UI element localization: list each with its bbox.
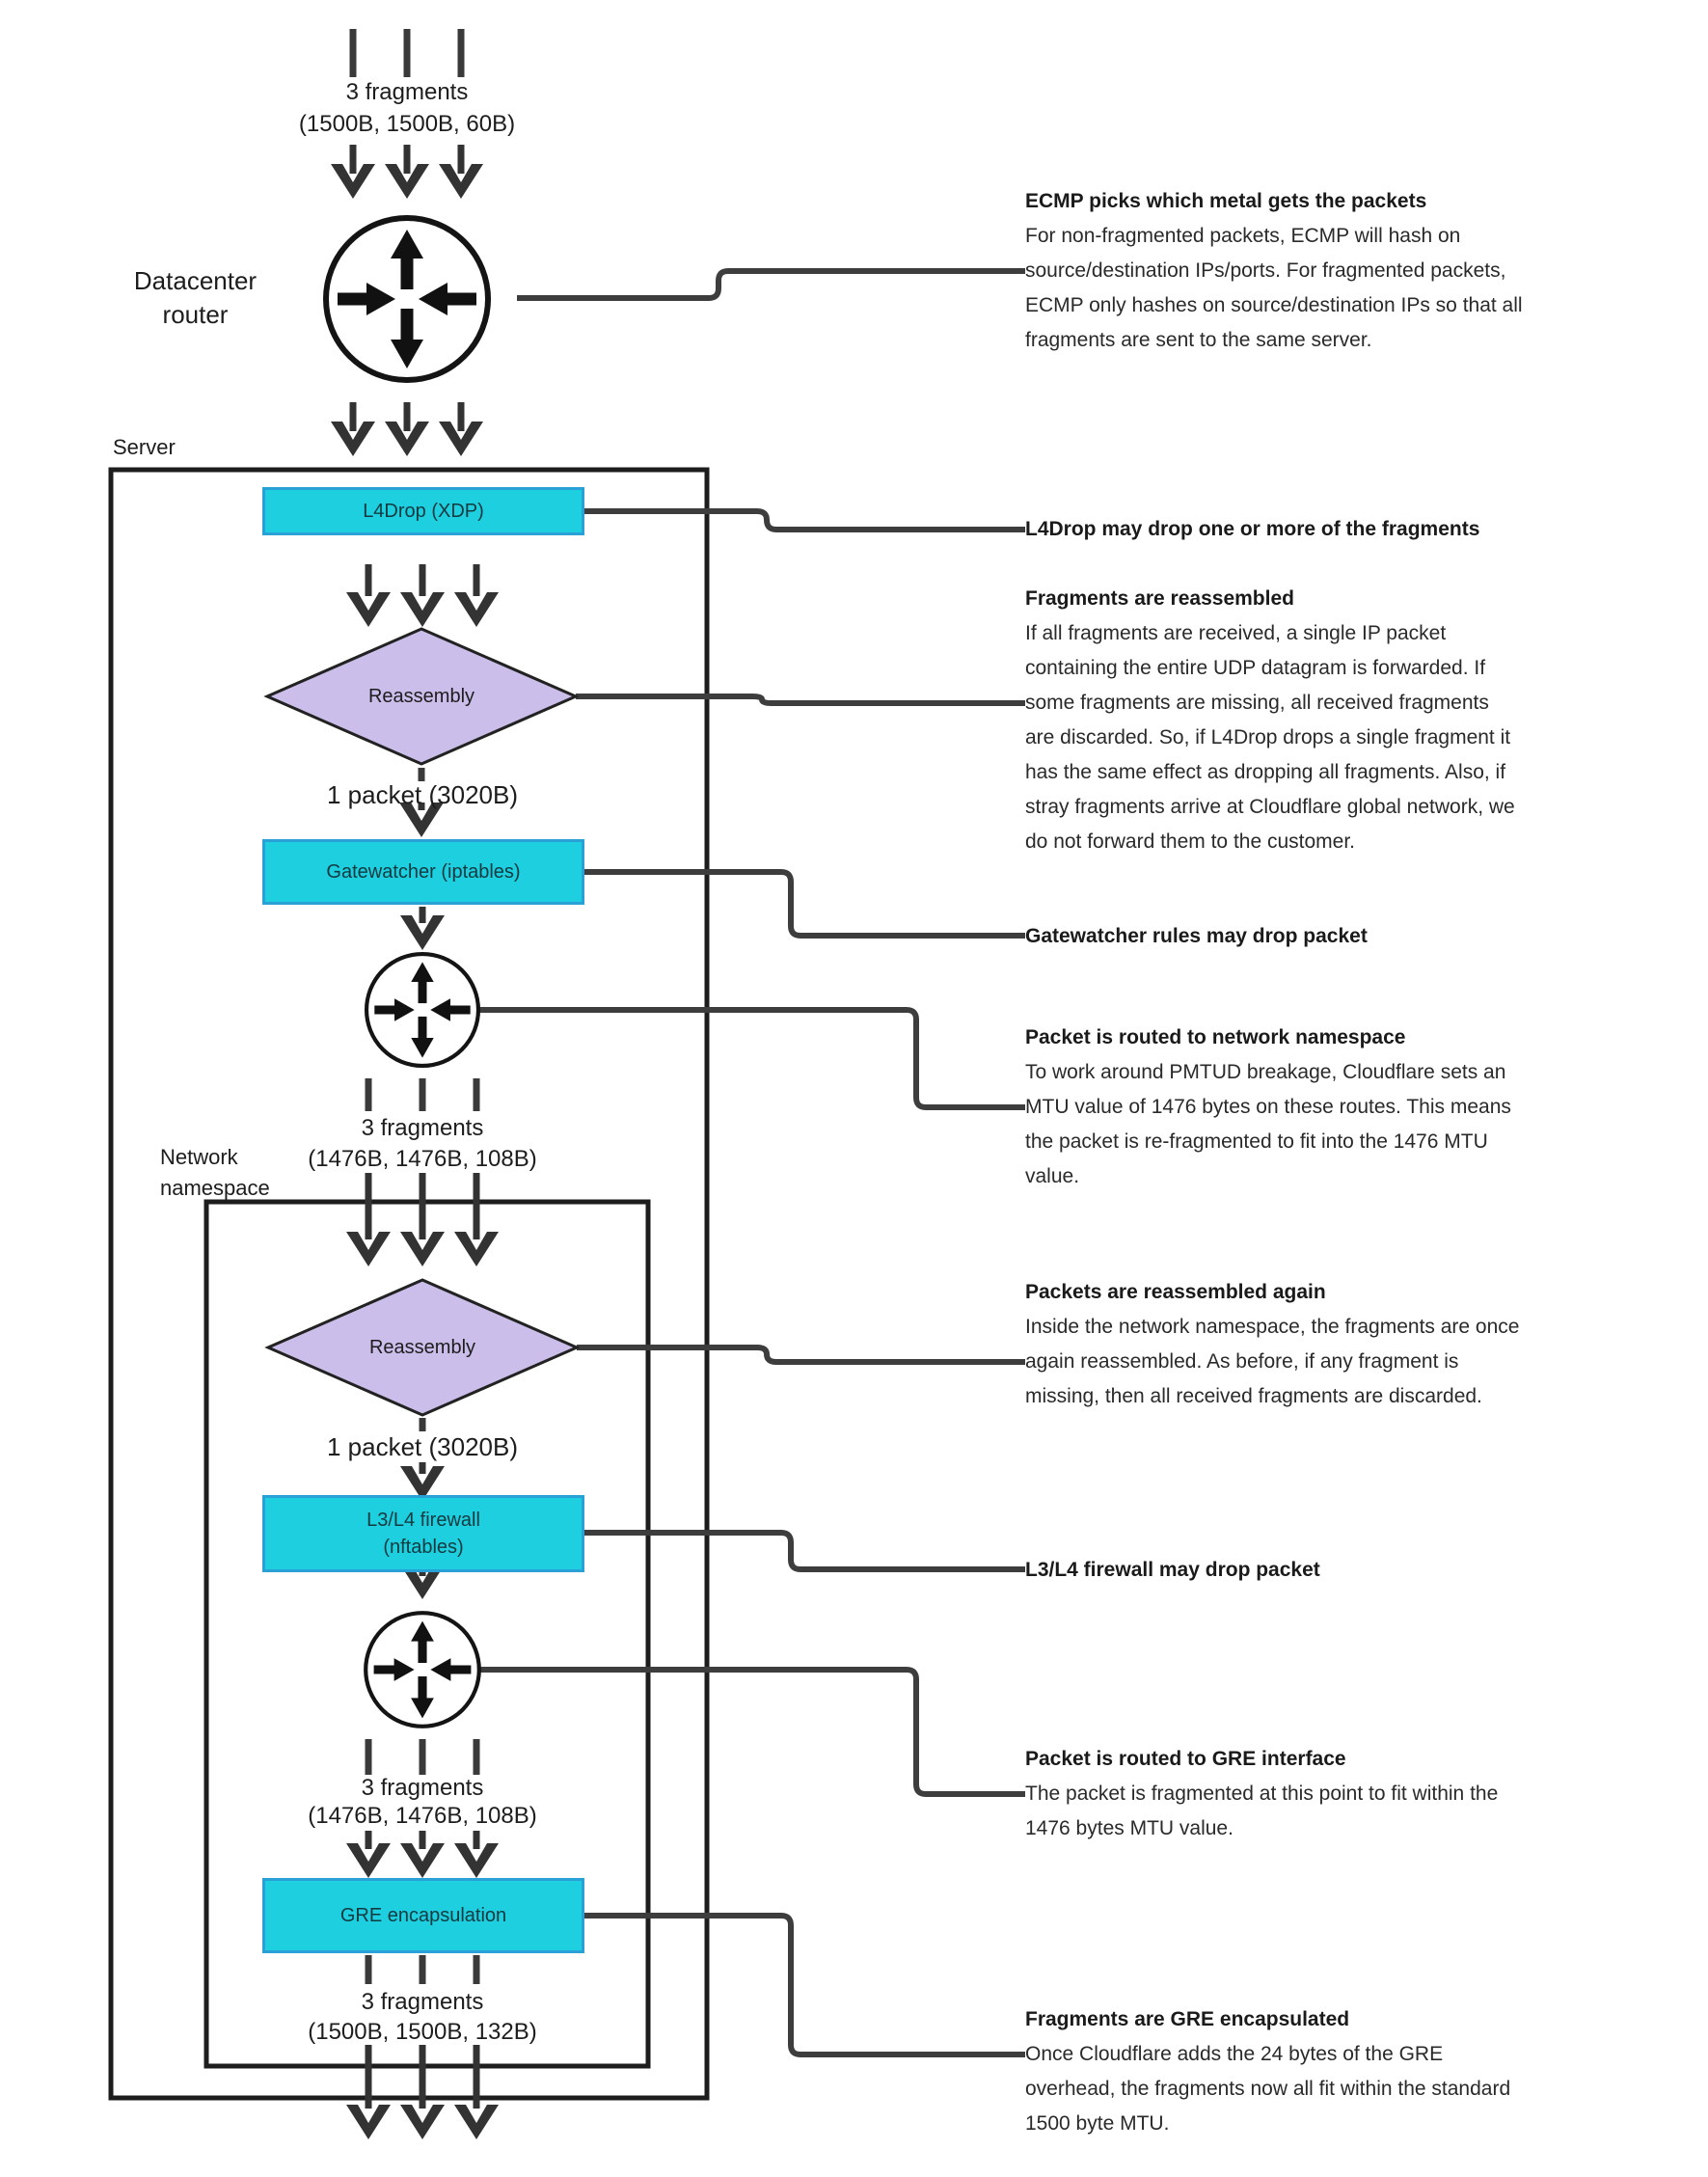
connector-ecmp	[517, 271, 1025, 298]
annotation-ecmp-line: ECMP only hashes on source/destination IPs so that all	[1025, 294, 1523, 316]
datacenter-router-icon	[326, 218, 488, 380]
annotation-route-namespace-line: To work around PMTUD breakage, Cloudflare sets an	[1025, 1061, 1506, 1083]
annotation-reassembled-again-line: again reassembled. As before, if any fragment is	[1025, 1350, 1459, 1373]
network-namespace-label-line-1: Network	[160, 1145, 238, 1169]
annotation-gre-encapsulated	[1025, 2002, 1662, 2141]
gatewatcher-box	[262, 839, 584, 905]
gre-box	[262, 1878, 584, 1953]
annotation-reassembled	[1025, 582, 1662, 859]
annotation-ecmp-line: source/destination IPs/ports. For fragmented packets,	[1025, 259, 1506, 282]
reassembly-2-label: Reassembly	[368, 1336, 476, 1358]
firewall-box-label-line-2: (nftables)	[383, 1537, 464, 1558]
annotation-ecmp-line: fragments are sent to the same server.	[1025, 329, 1372, 351]
output-fragment-ticks	[368, 1955, 476, 1984]
annotation-route-namespace-line: the packet is re-fragmented to fit into the 1476 MTU	[1025, 1130, 1488, 1153]
l4drop-box	[262, 487, 584, 535]
annotation-reassembled-title: Fragments are reassembled	[1025, 587, 1294, 610]
annotation-ecmp-line: For non-fragmented packets, ECMP will hash on	[1025, 225, 1461, 247]
network-namespace-label	[160, 1142, 270, 1204]
annotation-reassembled-line: has the same effect as dropping all fragments. Also, if	[1025, 761, 1506, 783]
annotation-gre-encapsulated-line: overhead, the fragments now all fit within the standard	[1025, 2078, 1511, 2100]
reassembly-1-label: Reassembly	[367, 685, 475, 707]
connector-firewall	[584, 1533, 1025, 1569]
ns-fragments-count: 3 fragments	[361, 1115, 484, 1141]
gre-fragments-count: 3 fragments	[361, 1775, 484, 1801]
server-label: Server	[113, 435, 176, 459]
annotation-firewall-title: L3/L4 firewall may drop packet	[1025, 1559, 1320, 1581]
annotation-route-gre-line: The packet is fragmented at this point to fit within the	[1025, 1782, 1499, 1805]
annotation-route-gre-title: Packet is routed to GRE interface	[1025, 1748, 1346, 1770]
annotation-ecmp	[1025, 184, 1662, 358]
connector-gre	[584, 1916, 1025, 2055]
input-fragments-count: 3 fragments	[345, 79, 469, 105]
annotation-reassembled-line: If all fragments are received, a single IP packet	[1025, 622, 1447, 644]
annotation-reassembled-again-title: Packets are reassembled again	[1025, 1281, 1326, 1303]
annotation-route-gre	[1025, 1742, 1662, 1846]
connector-reassembly-1	[576, 696, 1025, 703]
connector-gatewatcher	[584, 872, 1025, 936]
arrows-into-router	[331, 145, 483, 199]
arrows-into-server	[331, 402, 483, 456]
arrow-gatewatcher-to-router	[400, 907, 445, 950]
datacenter-router-label	[92, 264, 299, 332]
annotation-firewall	[1025, 1553, 1662, 1588]
arrows-into-gre	[346, 1831, 499, 1878]
ns-fragment-ticks	[368, 1078, 476, 1111]
annotation-reassembled-again	[1025, 1275, 1662, 1414]
annotation-gatewatcher-title: Gatewatcher rules may drop packet	[1025, 925, 1368, 947]
namespace-router-icon	[366, 1613, 479, 1727]
annotation-reassembled-line: do not forward them to the customer.	[1025, 830, 1356, 853]
datacenter-router-label-line-2: router	[162, 300, 229, 329]
annotation-reassembled-line: containing the entire UDP datagram is forwarded. If	[1025, 657, 1486, 679]
output-fragments-count: 3 fragments	[361, 1989, 484, 2015]
packet-2-label: 1 packet (3020B)	[326, 1431, 518, 1461]
gatewatcher-box-label: Gatewatcher (iptables)	[326, 861, 521, 883]
packet-1-label: 1 packet (3020B)	[326, 779, 518, 809]
server-router-icon	[366, 954, 478, 1066]
connector-reassembly-2	[577, 1347, 1025, 1362]
annotation-reassembled-again-line: missing, then all received fragments are discarded.	[1025, 1385, 1482, 1407]
network-namespace-label-line-2: namespace	[160, 1176, 270, 1200]
arrows-into-namespace	[346, 1173, 499, 1266]
annotation-route-gre-line: 1476 bytes MTU value.	[1025, 1817, 1234, 1839]
annotation-route-namespace-line: value.	[1025, 1165, 1080, 1187]
annotation-gre-encapsulated-title: Fragments are GRE encapsulated	[1025, 2008, 1350, 2030]
input-fragment-ticks	[353, 29, 461, 77]
annotation-reassembled-line: stray fragments arrive at Cloudflare global network, we	[1025, 796, 1515, 818]
gre-fragment-ticks	[368, 1739, 476, 1775]
annotation-route-namespace	[1025, 1020, 1662, 1194]
firewall-box-label-line-1: L3/L4 firewall	[366, 1510, 480, 1531]
l4drop-box-label: L4Drop (XDP)	[363, 501, 484, 522]
annotation-gre-encapsulated-line: 1500 byte MTU.	[1025, 2112, 1170, 2135]
annotation-ecmp-title: ECMP picks which metal gets the packets	[1025, 190, 1427, 212]
arrows-l4drop-to-reassembly	[346, 564, 499, 627]
connector-l4drop	[584, 511, 1025, 530]
input-fragments-sizes: (1500B, 1500B, 60B)	[298, 111, 516, 137]
annotation-reassembled-line: are discarded. So, if L4Drop drops a single fragment it	[1025, 726, 1511, 748]
datacenter-router-label-line-1: Datacenter	[133, 266, 258, 295]
ns-fragments-sizes: (1476B, 1476B, 108B)	[308, 1146, 537, 1172]
annotation-route-namespace-title: Packet is routed to network namespace	[1025, 1026, 1406, 1048]
annotation-gatewatcher	[1025, 919, 1662, 954]
annotation-reassembled-line: some fragments are missing, all received fragments	[1025, 692, 1489, 714]
annotation-l4drop	[1025, 512, 1662, 547]
arrows-out-of-server	[346, 2045, 499, 2139]
annotation-l4drop-title: L4Drop may drop one or more of the fragments	[1025, 518, 1480, 540]
firewall-box	[262, 1495, 584, 1572]
annotation-reassembled-again-line: Inside the network namespace, the fragments are once	[1025, 1316, 1520, 1338]
annotation-route-namespace-line: MTU value of 1476 bytes on these routes. This means	[1025, 1096, 1511, 1118]
annotation-gre-encapsulated-line: Once Cloudflare adds the 24 bytes of the GRE	[1025, 2043, 1444, 2065]
output-fragments-sizes: (1500B, 1500B, 132B)	[308, 2019, 537, 2045]
connector-route-namespace	[479, 1010, 1025, 1107]
gre-box-label: GRE encapsulation	[339, 1905, 507, 1926]
gre-fragments-sizes: (1476B, 1476B, 108B)	[308, 1803, 537, 1829]
